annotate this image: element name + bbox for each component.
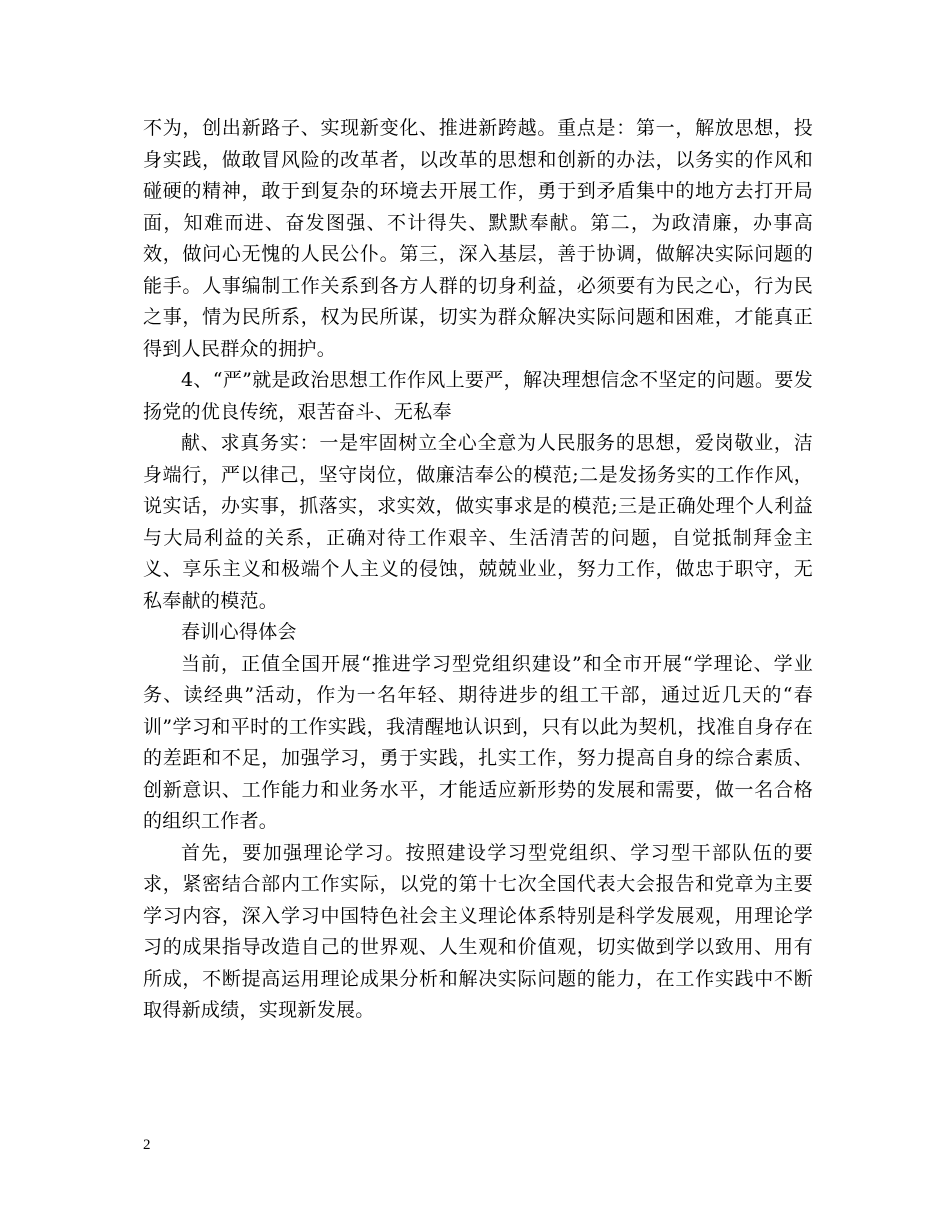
section-heading: 春训心得体会 <box>181 621 297 643</box>
paragraph-point-4-continued: 献、求真务实：一是牢固树立全心全意为人民服务的思想，爱岗敬业，洁身端行，严以律己，坚守岗位，做廉洁奉公的模范;二是发扬务实的工作作风，说实话，办实事，抓落实，求实效，做实事求是的模范;三是正确处理个人利益与大局利益的关系，正确对待工作艰辛、生活清苦的问题，自觉抵制拜金主义、享乐主义和极端个人主义的侵蚀，兢兢业业，努力工作，做忠于职守，无私奉献的模范。 <box>143 432 813 612</box>
paragraph-intro: 当前，正值全国开展“推进学习型党组织建设”和全市开展“学理论、学业务、读经典”活动，作为一名年轻、期待进步的组工干部，通过近几天的“春训”学习和平时的工作实践，我清醒地认识到，只有以此为契机，找准自身存在的差距和不足，加强学习，勇于实践，扎实工作，努力提高自身的综合素质、创新意识、工作能力和业务水平，才能适应新形势的发展和需要，做一名合格的组织工作者。 <box>143 652 813 832</box>
page-number: 2 <box>143 1137 151 1153</box>
paragraph-point-4: 4、“严”就是政治思想工作作风上要严，解决理想信念不坚定的问题。要发扬党的优良传统，艰苦奋斗、无私奉 <box>143 369 813 423</box>
paragraph-first-point: 首先，要加强理论学习。按照建设学习型党组织、学习型干部队伍的要求，紧密结合部内工作实际，以党的第十七次全国代表大会报告和党章为主要学习内容，深入学习中国特色社会主义理论体系特别是科学发展观，用理论学习的成果指导改造自己的世界观、人生观和价值观，切实做到学以致用、用有所成，不断提高运用理论成果分析和解决实际问题的能力，在工作实践中不断取得新成绩，实现新发展。 <box>143 841 813 1021</box>
document-body <box>143 113 813 1027</box>
paragraph-continuation: 不为，创出新路子、实现新变化、推进新跨越。重点是：第一，解放思想，投身实践，做敢冒风险的改革者，以改革的思想和创新的办法，以务实的作风和碰硬的精神，敢于到复杂的环境去开展工作，勇于到矛盾集中的地方去打开局面，知难而进、奋发图强、不计得失、默默奉献。第二，为政清廉，办事高效，做问心无愧的人民公仆。第三，深入基层，善于协调，做解决实际问题的能手。人事编制工作关系到各方人群的切身利益，必须要有为民之心，行为民之事，情为民所系，权为民所谋，切实为群众解决实际问题和困难，才能真正得到人民群众的拥护。 <box>143 117 813 360</box>
